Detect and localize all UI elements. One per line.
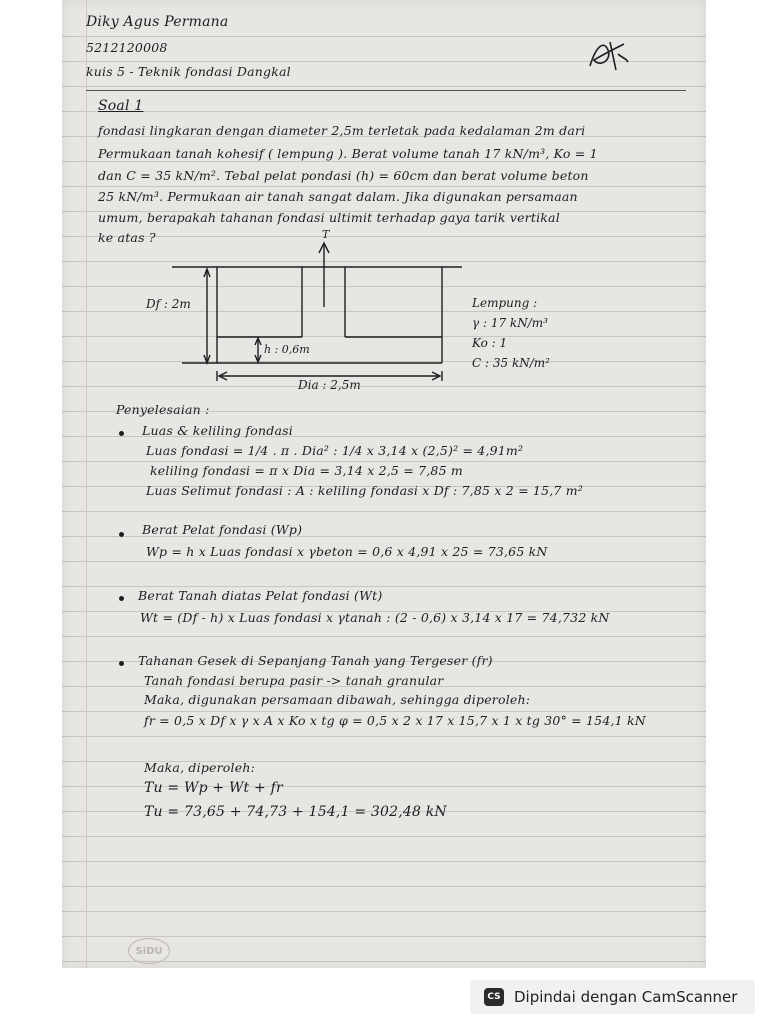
thickness-label: h : 0,6m	[264, 343, 310, 356]
step-line: Wt = (Df - h) x Luas fondasi x γtanah : (2 - 0,6) x 3,14 x 17 = 74,732 kN	[140, 610, 610, 625]
step-line: keliling fondasi = π x Dia = 3,14 x 2,5 = 7,85 m	[150, 463, 463, 478]
solution-title: Penyelesaian :	[116, 402, 210, 417]
step-line: Luas fondasi = 1/4 . π . Dia² : 1/4 x 3,14 x (2,5)² = 4,91m²	[146, 443, 524, 458]
camscanner-logo-icon: CS	[484, 988, 504, 1006]
quiz-title: kuis 5 - Teknik fondasi Dangkal	[86, 64, 291, 79]
camscanner-text: Dipindai dengan CamScanner	[514, 988, 738, 1006]
problem-line: umum, berapakah tahanan fondasi ultimit terhadap gaya tarik vertikal	[98, 210, 560, 225]
bullet-icon	[119, 596, 124, 601]
student-id: 5212120008	[86, 40, 168, 55]
notebook-page	[62, 0, 706, 968]
bullet-icon	[119, 661, 124, 666]
step-line: Maka, digunakan persamaan dibawah, sehingga diperoleh:	[144, 692, 531, 707]
soil-prop: γ : 17 kN/m³	[472, 316, 548, 330]
student-name: Diky Agus Permana	[86, 14, 229, 30]
step-heading: Tahanan Gesek di Sepanjang Tanah yang Tergeser (fr)	[138, 653, 493, 668]
problem-line: ke atas ?	[98, 230, 156, 245]
step-heading: Berat Tanah diatas Pelat fondasi (Wt)	[138, 588, 383, 603]
soil-title: Lempung :	[472, 296, 538, 310]
problem-line: dan C = 35 kN/m². Tebal pelat pondasi (h) = 60cm dan berat volume beton	[98, 168, 589, 183]
step-line: Luas Selimut fondasi : A : keliling fondasi x Df : 7,85 x 2 = 15,7 m²	[146, 483, 583, 498]
step-heading: Luas & keliling fondasi	[142, 423, 293, 438]
problem-line: fondasi lingkaran dengan diameter 2,5m terletak pada kedalaman 2m dari	[98, 123, 586, 138]
bullet-icon	[119, 532, 124, 537]
step-line: fr = 0,5 x Df x γ x A x Ko x tg φ = 0,5 x 2 x 17 x 15,7 x 1 x tg 30° = 154,1 kN	[144, 713, 646, 728]
depth-label: Df : 2m	[146, 297, 191, 311]
force-label: T	[322, 228, 330, 241]
bullet-icon	[119, 431, 124, 436]
foundation-diagram	[62, 225, 706, 395]
step-heading: Berat Pelat fondasi (Wp)	[142, 522, 303, 537]
header-divider	[86, 90, 686, 91]
diameter-label: Dia : 2,5m	[298, 378, 361, 392]
step-line: Wp = h x Luas fondasi x γbeton = 0,6 x 4,91 x 25 = 73,65 kN	[146, 544, 548, 559]
soil-prop: Ko : 1	[472, 336, 508, 350]
conclusion-line: Maka, diperoleh:	[144, 760, 255, 775]
problem-title: Soal 1	[98, 98, 144, 114]
signature	[582, 36, 632, 76]
camscanner-footer	[470, 980, 755, 1014]
problem-line: Permukaan tanah kohesif ( lempung ). Berat volume tanah 17 kN/m³, Ko = 1	[98, 146, 598, 161]
watermark-stamp: SiDU	[128, 938, 170, 964]
soil-prop: C : 35 kN/m²	[472, 356, 550, 370]
conclusion-formula: Tu = Wp + Wt + fr	[144, 780, 283, 796]
conclusion-result: Tu = 73,65 + 74,73 + 154,1 = 302,48 kN	[144, 804, 447, 820]
problem-line: 25 kN/m³. Permukaan air tanah sangat dalam. Jika digunakan persamaan	[98, 189, 578, 204]
step-line: Tanah fondasi berupa pasir -> tanah granular	[144, 673, 444, 688]
margin-line	[86, 0, 87, 968]
